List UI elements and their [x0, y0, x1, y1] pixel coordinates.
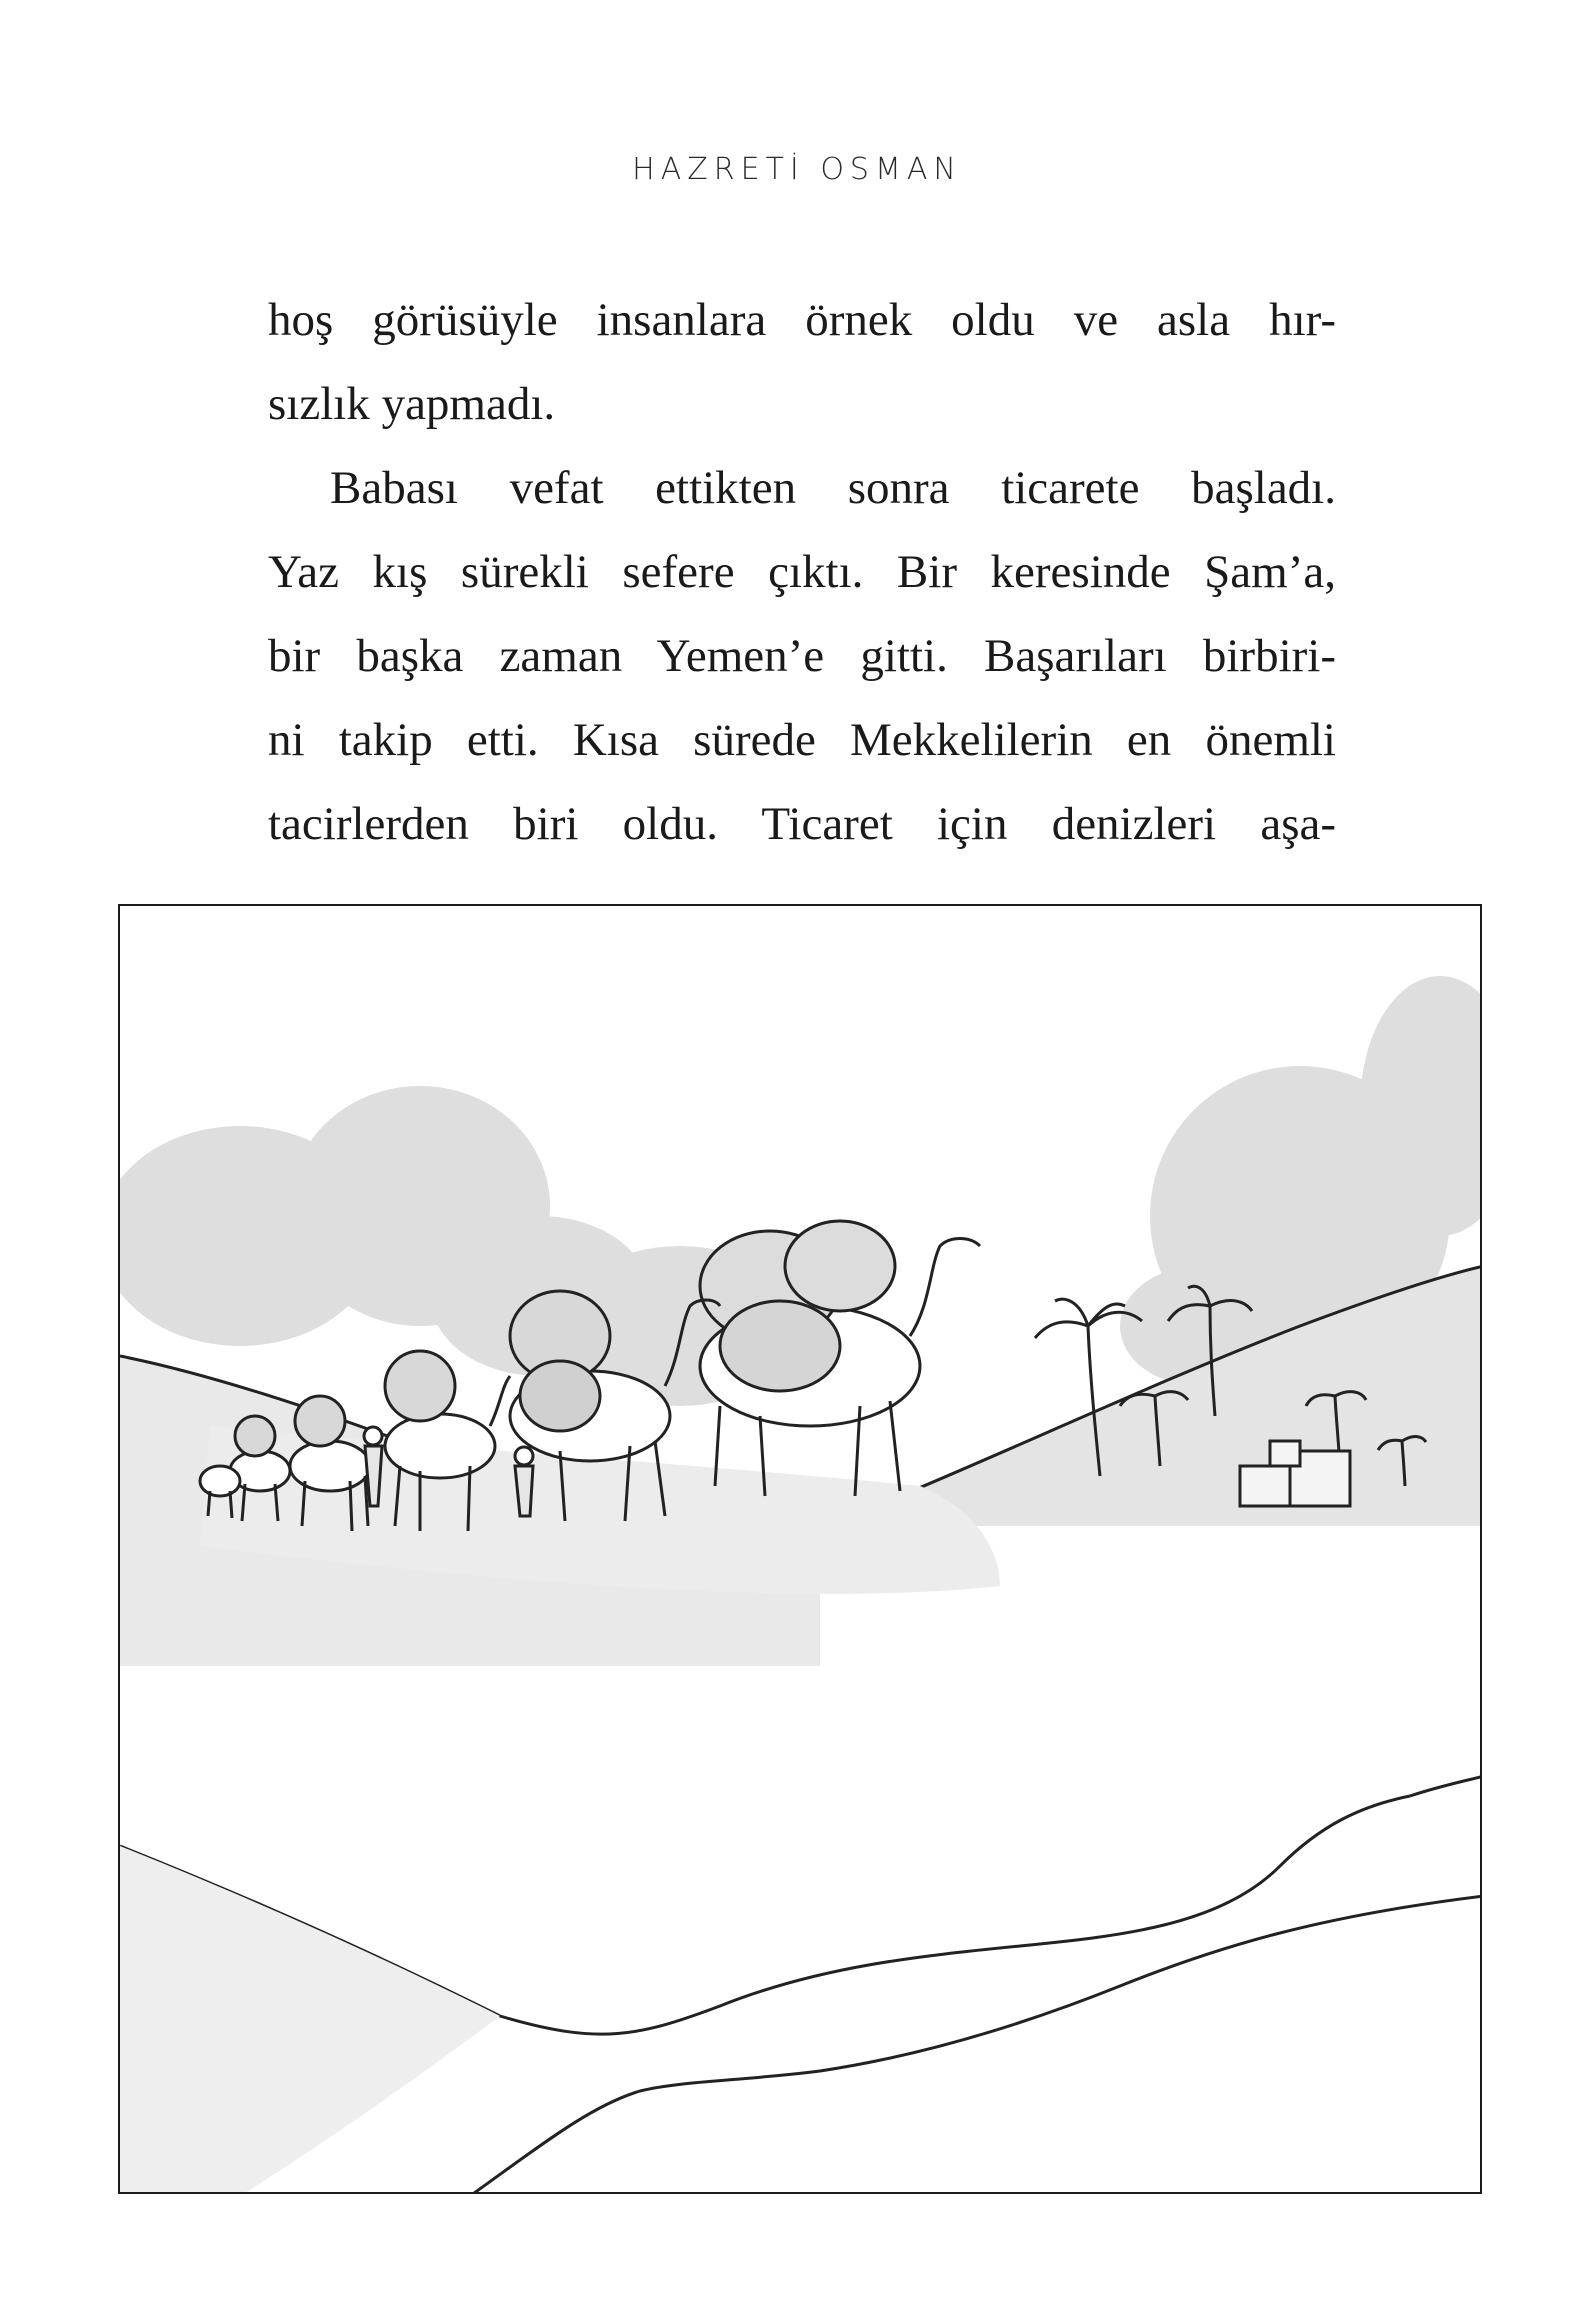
running-head: HAZRETİ OSMAN [632, 152, 962, 187]
text-line: Yaz kış sürekli sefere çıktı. Bir keresinde Şam’a, [268, 546, 1336, 598]
body-text [268, 278, 1336, 866]
text-line: bir başka zaman Yemen’e gitti. Başarıları birbiri- [268, 630, 1336, 682]
text-line: sızlık yapmadı. [268, 378, 556, 430]
caravan-illustration [118, 904, 1482, 2194]
text-line: hoş görüsüyle insanlara örnek oldu ve asla hır- [268, 294, 1336, 346]
text-line: Babası vefat ettikten sonra ticarete başladı. [330, 462, 1336, 514]
text-line: tacirlerden biri oldu. Ticaret için denizleri aşa- [268, 798, 1336, 850]
text-line: ni takip etti. Kısa sürede Mekkelilerin en önemli [268, 714, 1336, 766]
